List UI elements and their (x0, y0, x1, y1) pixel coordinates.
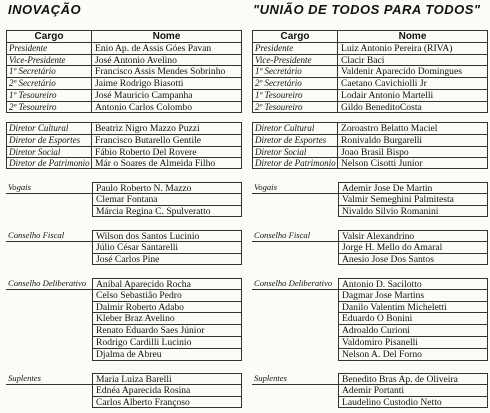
member-name: Eduardo O Bonini (338, 313, 488, 325)
role-label: Diretor de Esportes (6, 134, 92, 146)
member-name: Nelson Cisotti Junior (338, 157, 488, 169)
list-item (252, 325, 488, 337)
table-row (252, 157, 488, 169)
list-item (6, 313, 242, 325)
table-row (6, 146, 242, 158)
list-item (6, 206, 242, 218)
member-name: Anesio Jose Dos Santos (338, 254, 488, 266)
list-item (252, 230, 488, 242)
role-label: Vice-Presidente (6, 54, 92, 66)
table-row (252, 101, 488, 113)
member-name: Nivaldo Silvio Romanini (338, 206, 488, 218)
list-item (6, 385, 242, 397)
section-conselho-fiscal (6, 230, 242, 265)
member-name: Valsir Alexandrino (338, 230, 488, 242)
role-label: 2º Tesoureiro (252, 101, 338, 113)
member-name: José Antonio Avelino (92, 54, 242, 66)
section-label-spacer (6, 397, 92, 409)
list-item (252, 290, 488, 302)
section-label-spacer (252, 242, 338, 254)
member-name: Júlio César Santarelli (92, 242, 242, 254)
role-label: 1º Tesoureiro (252, 89, 338, 101)
list-item (252, 278, 488, 290)
section-label-spacer (6, 337, 92, 349)
member-name: Aníbal Aparecido Rocha (92, 278, 242, 290)
section-label: Conselho Deliberativo (252, 278, 338, 290)
list-item (252, 373, 488, 385)
list-item (252, 242, 488, 254)
member-name: Renato Eduardo Saes Júnior (92, 325, 242, 337)
member-name: Gildo BeneditoCosta (338, 101, 488, 113)
list-item (6, 373, 242, 385)
member-name: Jaime Rodrigo Biasotti (92, 77, 242, 89)
section-label-spacer (252, 254, 338, 266)
member-name: Danilo Valentim Micheletti (338, 302, 488, 314)
member-name: José Mauricio Campanha (92, 89, 242, 101)
list-item (252, 182, 488, 194)
section-conselho-fiscal (252, 230, 488, 265)
member-name: Ademir Portanti (338, 385, 488, 397)
section-label-spacer (6, 385, 92, 397)
role-label: 2º Tesoureiro (6, 101, 92, 113)
section-label-spacer (6, 206, 92, 218)
section-label-spacer (252, 337, 338, 349)
role-label: Diretor de Patrimonio (252, 157, 338, 169)
role-label: Presidente (252, 42, 338, 54)
section-label-spacer (252, 206, 338, 218)
section-label-spacer (252, 313, 338, 325)
list-item (252, 254, 488, 266)
section-suplentes (252, 373, 488, 408)
member-name: Joao Brasil Bispo (338, 146, 488, 158)
section-label-spacer (252, 194, 338, 206)
member-name: Beatriz Nigro Mazzo Puzzi (92, 122, 242, 134)
member-name: Djalma de Abreu (92, 349, 242, 361)
table-row (6, 122, 242, 134)
member-name: Luiz Antonio Pereira (RIVA) (338, 42, 488, 54)
member-name: Laudelino Custodio Netto (338, 397, 488, 409)
member-name: Márcia Regina C. Spulveratto (92, 206, 242, 218)
member-name: Valdenir Aparecido Domingues (338, 65, 488, 77)
directors-table (252, 122, 488, 169)
role-label: 1º Tesoureiro (6, 89, 92, 101)
list-item (6, 194, 242, 206)
table-row (252, 77, 488, 89)
board-table (6, 30, 242, 113)
table-row (6, 42, 242, 54)
section-label: Suplentes (6, 373, 92, 385)
member-name: Antonio Carlos Colombo (92, 101, 242, 113)
section-vogais (252, 182, 488, 217)
table-row (6, 65, 242, 77)
table-row (6, 54, 242, 66)
table-row (6, 101, 242, 113)
list-item (6, 230, 242, 242)
section-label-spacer (6, 290, 92, 302)
member-name: Celso Sebastião Pedro (92, 290, 242, 302)
section-label: Suplentes (252, 373, 338, 385)
list-item (252, 206, 488, 218)
list-item (6, 254, 242, 266)
member-name: Carlos Alberto Françoso (92, 397, 242, 409)
column-header-nome: Nome (92, 30, 242, 42)
table-row (252, 122, 488, 134)
table-row (252, 89, 488, 101)
member-name: Benedito Bras Ap. de Oliveira (338, 373, 488, 385)
member-name: José Carlos Pine (92, 254, 242, 266)
role-label: Vice-Presidente (252, 54, 338, 66)
table-row (252, 42, 488, 54)
role-label: Diretor de Patrimonio (6, 157, 92, 169)
member-name: Adroaldo Curioni (338, 325, 488, 337)
member-name: Wilson dos Santos Lucinio (92, 230, 242, 242)
board-table (252, 30, 488, 113)
member-name: Ednéa Aparecida Rosina (92, 385, 242, 397)
list-item (6, 278, 242, 290)
member-name: Francisco Assis Mendes Sobrinho (92, 65, 242, 77)
member-name: Clemar Fontana (92, 194, 242, 206)
section-vogais (6, 182, 242, 217)
list-item (252, 313, 488, 325)
member-name: Paulo Roberto N. Mazzo (92, 182, 242, 194)
section-label-spacer (6, 313, 92, 325)
table-row (6, 77, 242, 89)
role-label: Diretor Cultural (252, 122, 338, 134)
section-label-spacer (6, 325, 92, 337)
member-name: Fábio Roberto Del Rovere (92, 146, 242, 158)
table-header-row (252, 30, 488, 42)
list-item (252, 337, 488, 349)
directors-table (6, 122, 242, 169)
list-item (6, 325, 242, 337)
member-name: Kleber Braz Avelino (92, 313, 242, 325)
section-label-spacer (6, 349, 92, 361)
list-item (252, 349, 488, 361)
section-label-spacer (252, 397, 338, 409)
member-name: Clacir Baci (338, 54, 488, 66)
section-label-spacer (252, 385, 338, 397)
member-name: Maria Luiza Barelli (92, 373, 242, 385)
section-label-spacer (252, 349, 338, 361)
table-header-row (6, 30, 242, 42)
slate-title-inovacao: INOVAÇÃO (8, 2, 82, 17)
section-label-spacer (252, 325, 338, 337)
member-name: Enio Ap. de Assis Góes Pavan (92, 42, 242, 54)
section-suplentes (6, 373, 242, 408)
table-row (252, 146, 488, 158)
role-label: Presidente (6, 42, 92, 54)
column-header-nome: Nome (338, 30, 488, 42)
member-name: Nelson A. Del Forno (338, 349, 488, 361)
column-header-cargo: Cargo (252, 30, 338, 42)
section-label-spacer (6, 302, 92, 314)
list-item (6, 349, 242, 361)
member-name: Jorge H. Mello do Amaral (338, 242, 488, 254)
table-row (252, 65, 488, 77)
member-name: Dagmar Jose Martins (338, 290, 488, 302)
section-label-spacer (252, 290, 338, 302)
member-name: Rodrigo Cardilli Lucinio (92, 337, 242, 349)
list-item (6, 242, 242, 254)
table-row (6, 134, 242, 146)
role-label: Diretor Social (6, 146, 92, 158)
list-item (6, 397, 242, 409)
member-name: Dalmir Roberto Adabo (92, 302, 242, 314)
role-label: 1º Secretário (252, 65, 338, 77)
role-label: Diretor Cultural (6, 122, 92, 134)
section-label: Conselho Deliberativo (6, 278, 92, 290)
member-name: Valdomiro Pisanelli (338, 337, 488, 349)
list-item (252, 194, 488, 206)
slate-title-uniao: "UNIÃO DE TODOS PARA TODOS" (253, 2, 481, 17)
list-item (6, 290, 242, 302)
member-name: Ronivaldo Burgarelli (338, 134, 488, 146)
section-label: Vogais (6, 182, 92, 194)
member-name: Zoroastro Belatto Maciel (338, 122, 488, 134)
section-label-spacer (252, 302, 338, 314)
member-name: Már o Soares de Almeida Filho (92, 157, 242, 169)
member-name: Antonio D. Sacilotto (338, 278, 488, 290)
role-label: 1º Secretário (6, 65, 92, 77)
section-label: Conselho Fiscal (6, 230, 92, 242)
role-label: Diretor de Esportes (252, 134, 338, 146)
list-item (6, 182, 242, 194)
member-name: Francisco Butarello Gentile (92, 134, 242, 146)
member-name: Lodair Antonio Martelli (338, 89, 488, 101)
list-item (252, 302, 488, 314)
list-item (252, 385, 488, 397)
table-row (6, 89, 242, 101)
table-row (6, 157, 242, 169)
section-conselho-deliberativo (252, 278, 488, 361)
member-name: Caetano Cavichiolli Jr (338, 77, 488, 89)
section-conselho-deliberativo (6, 278, 242, 361)
role-label: Diretor Social (252, 146, 338, 158)
section-label-spacer (6, 242, 92, 254)
list-item (6, 302, 242, 314)
column-header-cargo: Cargo (6, 30, 92, 42)
section-label: Vogais (252, 182, 338, 194)
member-name: Valmir Semeghini Palmitesta (338, 194, 488, 206)
list-item (252, 397, 488, 409)
member-name: Ademir Jose De Martin (338, 182, 488, 194)
section-label: Conselho Fiscal (252, 230, 338, 242)
table-row (252, 54, 488, 66)
section-label-spacer (6, 194, 92, 206)
section-label-spacer (6, 254, 92, 266)
table-row (252, 134, 488, 146)
list-item (6, 337, 242, 349)
role-label: 2º Secretário (6, 77, 92, 89)
role-label: 2º Secretário (252, 77, 338, 89)
